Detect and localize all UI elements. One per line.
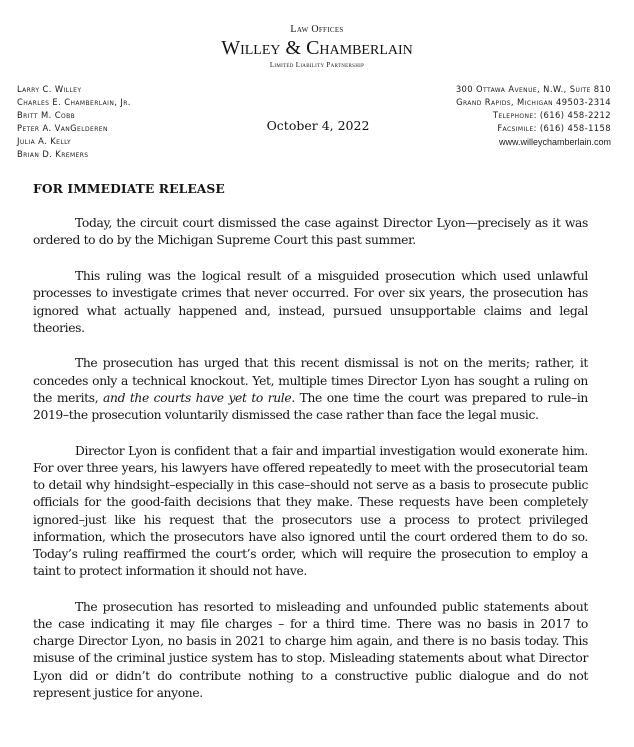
paragraph-4: Director Lyon is confident that a fair and impartial investigation would exonerate him. For over three years, his lawyers have offered repeatedly to meet with the prosecutorial team to detail why hindsight–especially in this case–should not serve as a basis to prosecute public officials for the good-faith decisions that they make. These requests have been completely ignored–just like his request that the prosecutors use a process to protect privileged information, which the prosecutors have also ignored until the court ordered them to do so. Today’s ruling reaffirmed the court’s order, which will require the prosecution to employ a taint to protect information it should not have. bbox=[33, 443, 588, 579]
paragraph-2: This ruling was the logical result of a misguided prosecution which used unlawful processes to investigate crimes that never occurred. For over six years, the prosecution has ignored what actually happened and, instead, pursued unsupportable claims and legal theories. bbox=[33, 269, 588, 335]
firm-name: Willey & Chamberlain bbox=[221, 37, 413, 59]
telephone: Telephone: (616) 458-2212 bbox=[492, 109, 611, 120]
facsimile: Facsimile: (616) 458-1158 bbox=[497, 122, 611, 133]
press-release-body bbox=[33, 180, 588, 721]
partner-name: Charles E. Chamberlain, Jr. bbox=[17, 96, 131, 107]
paragraph-5: The prosecution has resorted to misleading and unfounded public statements about the case indicating it may file charges – for a third time. There was no basis in 2017 to charge Director Lyon, no basis in 2021 to charge him again, and there is no basis today. This misuse of the criminal justice system has to stop. Misleading statements about what Director Lyon did or didn’t do contribute nothing to a constructive public dialogue and do not represent justice for anyone. bbox=[33, 599, 588, 700]
partner-name: Peter A. VanGelderen bbox=[17, 122, 108, 133]
letter-date: October 4, 2022 bbox=[266, 118, 370, 133]
release-heading: FOR IMMEDIATE RELEASE bbox=[33, 181, 225, 196]
paragraph-3-emphasis: and the courts have yet to rule bbox=[103, 390, 292, 405]
partner-name: Larry C. Willey bbox=[17, 84, 82, 94]
partner-name: Julia A. Kelly bbox=[17, 135, 72, 146]
website-link[interactable]: www.willeychamberlain.com bbox=[498, 136, 611, 147]
paragraph-3-text-a: The prosecution has urged that this recent dismissal is not on the merits; rather, it concedes only a technical knockout. Yet, multiple times Director Lyon has sought a ruling on the merits, bbox=[33, 356, 588, 405]
city-state-zip: Grand Rapids, Michigan 49503-2314 bbox=[456, 96, 611, 107]
partner-name: Britt M. Cobb bbox=[17, 109, 76, 120]
entity-type-label: Limited Liability Partnership bbox=[269, 61, 365, 69]
paragraph-3-text-b: . The one time the court was prepared to rule–in 2019–the prosecution voluntarily dismissed the case rather than face the legal music. bbox=[33, 390, 588, 423]
paragraph-3 bbox=[33, 355, 588, 424]
street-address: 300 Ottawa Avenue, N.W., Suite 810 bbox=[455, 84, 611, 94]
paragraph-1: Today, the circuit court dismissed the case against Director Lyon—precisely as it was ordered to do by the Michigan Supreme Court this past summer. bbox=[33, 216, 588, 248]
law-offices-label: Law Offices bbox=[290, 24, 344, 35]
firm-address-block bbox=[456, 83, 611, 149]
partner-name: Brian D. Kremers bbox=[17, 148, 89, 159]
